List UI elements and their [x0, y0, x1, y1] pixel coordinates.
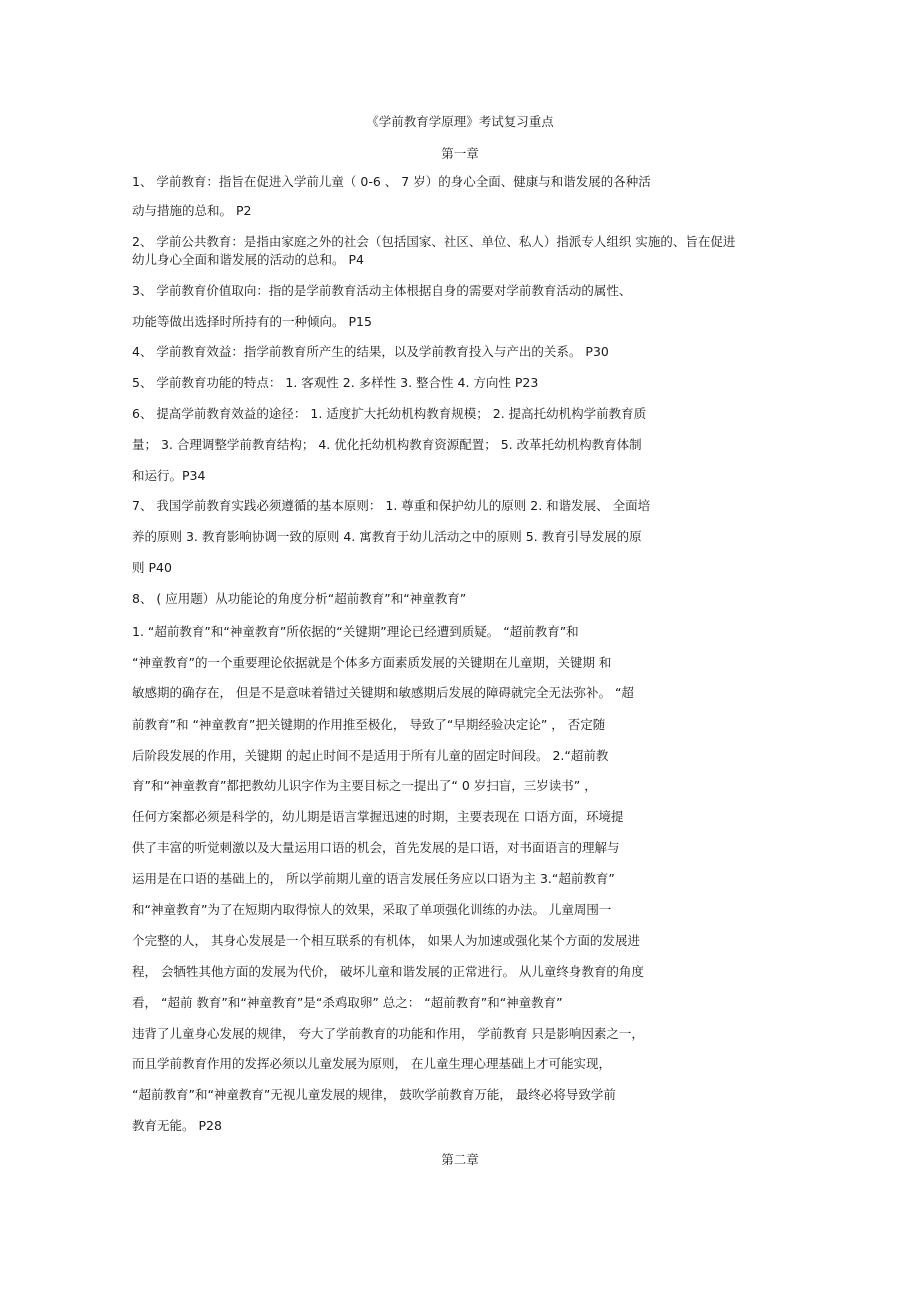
text-line: 后阶段发展的作用，关键期 的起止时间不是适用于所有儿童的固定时间段。 2.“超前教	[132, 748, 609, 763]
text-line: 3、 学前教育价值取向：指的是学前教育活动主体根据自身的需要对学前教育活动的属性、	[132, 283, 632, 298]
text-line: 教育无能。 P28	[132, 1118, 222, 1133]
text-line: 看， “超前 教育”和“神童教育”是“杀鸡取卵” 总之： “超前教育”和“神童教育”	[132, 995, 563, 1010]
text-line: 1. “超前教育”和“神童教育”所依据的“关键期”理论已经遭到质疑。 “超前教育”和	[132, 624, 579, 639]
chapter-heading-1: 第一章	[441, 146, 479, 161]
text-line: 和“神童教育”为了在短期内取得惊人的效果，采取了单项强化训练的办法。 儿童周围一	[132, 902, 612, 917]
text-line: 量； 3. 合理调整学前教育结构； 4. 优化托幼机构教育资源配置； 5. 改革托幼机构教育体制	[132, 437, 642, 452]
text-line: 任何方案都必须是科学的，幼儿期是语言掌握迅速的时期，主要表现在 口语方面，环境提	[132, 809, 624, 824]
text-line: 违背了儿童身心发展的规律， 夸大了学前教育的功能和作用， 学前教育 只是影响因素之一，	[132, 1026, 644, 1041]
text-line: 2、 学前公共教育：是指由家庭之外的社会（包括国家、社区、单位、私人）指派专人组织 实施的、旨在促进	[132, 234, 736, 249]
text-line: 和运行。P34	[132, 468, 206, 483]
text-line: 而且学前教育作用的发挥必须以儿童发展为原则， 在儿童生理心理基础上才可能实现，	[132, 1056, 611, 1071]
text-line: 则 P40	[132, 560, 172, 575]
text-line: 运用是在口语的基础上的， 所以学前期儿童的语言发展任务应以口语为主 3.“超前教育”	[132, 871, 615, 886]
text-line: 幼儿身心全面和谐发展的活动的总和。 P4	[132, 252, 364, 267]
document-title: 《学前教育学原理》考试复习重点	[366, 114, 554, 129]
chapter-heading-2: 第二章	[441, 1152, 479, 1167]
text-line: 个完整的人， 其身心发展是一个相互联系的有机体， 如果人为加速或强化某个方面的发展进	[132, 933, 640, 948]
text-line: 敏感期的确存在， 但是不是意味着错过关键期和敏感期后发展的障碍就完全无法弥补。 “超	[132, 685, 634, 700]
text-line: 6、 提高学前教育效益的途径： 1. 适度扩大托幼机构教育规模； 2. 提高托幼机构学前教育质	[132, 406, 647, 421]
text-line: 8、 ( 应用题）从功能论的角度分析“超前教育”和“神童教育”	[132, 591, 467, 606]
text-line: 4、 学前教育效益：指学前教育所产生的结果，以及学前教育投入与产出的关系。 P30	[132, 344, 609, 359]
text-line: 程， 会牺牲其他方面的发展为代价， 破坏儿童和谐发展的正常进行。 从儿童终身教育的角度	[132, 964, 644, 979]
text-line: 育”和“神童教育”都把教幼儿识字作为主要目标之一提出了“ 0 岁扫盲，三岁读书” ，	[132, 778, 597, 793]
text-line: 动与措施的总和。 P2	[132, 203, 252, 218]
text-line: “神童教育”的一个重要理论依据就是个体多方面素质发展的关键期在儿童期，关键期 和	[132, 655, 612, 670]
text-line: “超前教育”和“神童教育”无视儿童发展的规律， 鼓吹学前教育万能， 最终必将导致学前	[132, 1087, 616, 1102]
text-line: 1、 学前教育：指旨在促进入学前儿童（ 0-6 、 7 岁）的身心全面、健康与和谐发展的各种活	[132, 174, 651, 189]
text-line: 7、 我国学前教育实践必须遵循的基本原则： 1. 尊重和保护幼儿的原则 2. 和谐发展、 全面培	[132, 498, 651, 513]
text-line: 养的原则 3. 教育影响协调一致的原则 4. 寓教育于幼儿活动之中的原则 5. 教育引导发展的原	[132, 529, 642, 544]
text-line: 前教育”和 “神童教育”把关键期的作用推至极化， 导致了“早期经验决定论” ， 否定随	[132, 717, 606, 732]
text-line: 功能等做出选择时所持有的一种倾向。 P15	[132, 314, 372, 329]
text-line: 5、 学前教育功能的特点： 1. 客观性 2. 多样性 3. 整合性 4. 方向性 P23	[132, 375, 539, 390]
text-line: 供了丰富的听觉刺激以及大量运用口语的机会，首先发展的是口语，对书面语言的理解与	[132, 840, 620, 855]
